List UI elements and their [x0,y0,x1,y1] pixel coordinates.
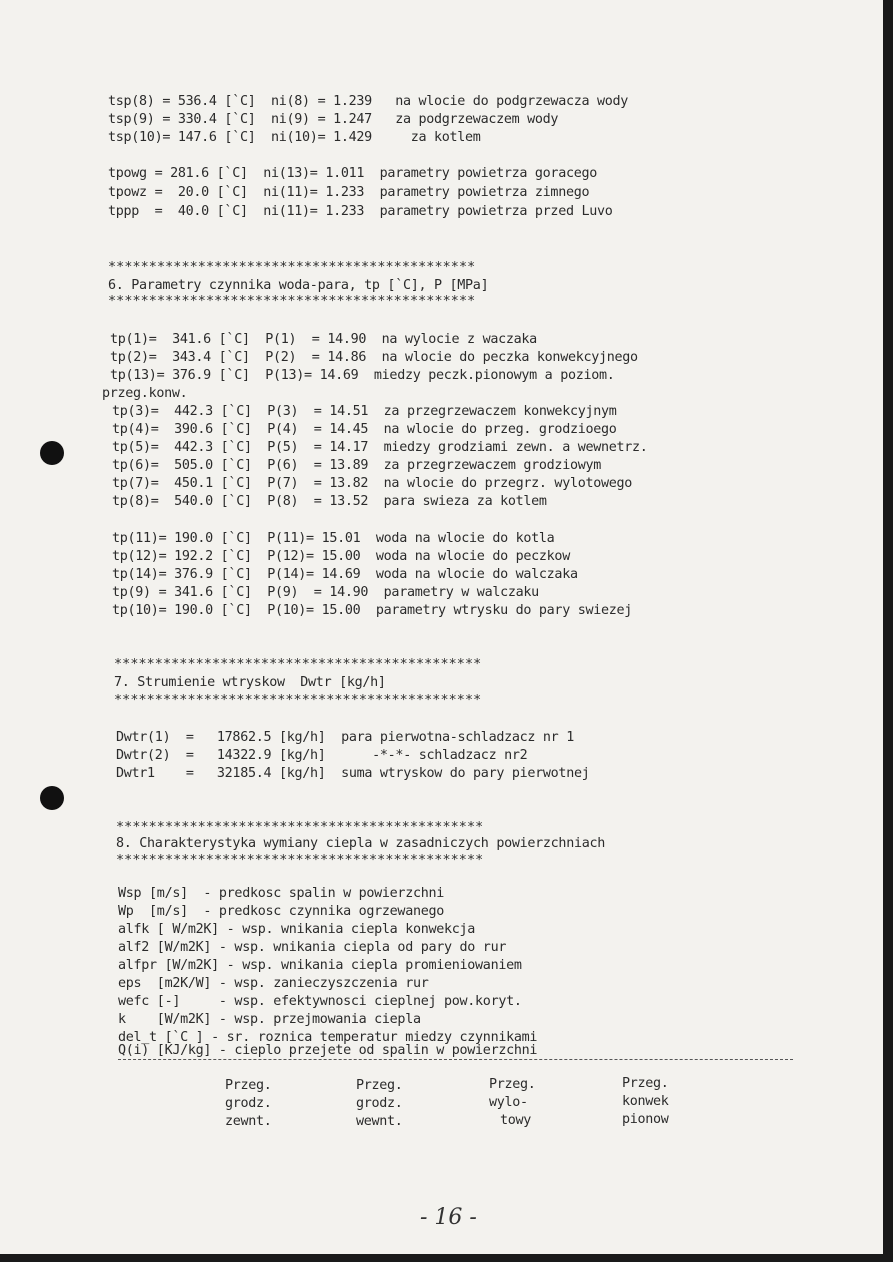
legend-line: wefc [-] - wsp. efektywnosci cieplnej pow.koryt. [118,994,522,1009]
table-header-cell: towy [500,1113,532,1128]
text-line: tsp(10)= 147.6 [`C] ni(10)= 1.429 za kotlem [108,130,481,145]
text-line: tp(3)= 442.3 [`C] P(3) = 14.51 za przegrzewaczem konwekcyjnym [112,404,617,419]
table-header-cell: Przeg. [356,1078,403,1093]
separator-stars: ********************************************* [114,657,482,672]
legend-line: eps [m2K/W] - wsp. zanieczyszczenia rur [118,976,429,991]
separator-stars: ********************************************* [114,693,482,708]
text-line: tp(4)= 390.6 [`C] P(4) = 14.45 na wlocie do przeg. grodzioego [112,422,617,437]
text-line: tp(14)= 376.9 [`C] P(14)= 14.69 woda na wlocie do walczaka [112,567,578,582]
section-6-title: 6. Parametry czynnika woda-para, tp [`C], P [MPa] [108,278,489,293]
scan-edge-right [883,0,893,1262]
page-number: - 16 - [420,1205,477,1230]
table-header-cell: Przeg. [622,1076,669,1091]
section-7-title: 7. Strumienie wtryskow Dwtr [kg/h] [114,675,386,690]
separator-stars: ********************************************* [108,260,476,275]
table-header-cell: konwek [622,1094,669,1109]
table-header-cell: grodz. [225,1096,272,1111]
table-header-cell: Przeg. [225,1078,272,1093]
legend-line: alf2 [W/m2K] - wsp. wnikania ciepla od pary do rur [118,940,507,955]
text-line: tpowg = 281.6 [`C] ni(13)= 1.011 parametry powietrza goracego [108,166,597,181]
table-header-cell: pionow [622,1112,669,1127]
text-line: Dwtr(1) = 17862.5 [kg/h] para pierwotna-schladzacz nr 1 [116,730,574,745]
text-line: tsp(9) = 330.4 [`C] ni(9) = 1.247 za podgrzewaczem wody [108,112,559,127]
text-line: tp(1)= 341.6 [`C] P(1) = 14.90 na wylocie z waczaka [110,332,537,347]
section-8-title: 8. Charakterystyka wymiany ciepla w zasadniczych powierzchniach [116,836,605,851]
text-line: tsp(8) = 536.4 [`C] ni(8) = 1.239 na wlocie do podgrzewacza wody [108,94,629,109]
text-line: tp(5)= 442.3 [`C] P(5) = 14.17 miedzy grodziami zewn. a wewnetrz. [112,440,648,455]
legend-line: k [W/m2K] - wsp. przejmowania ciepla [118,1012,421,1027]
punch-hole-bottom [40,786,64,810]
text-line: tp(2)= 343.4 [`C] P(2) = 14.86 na wlocie do peczka konwekcyjnego [110,350,638,365]
dashed-rule [118,1059,793,1060]
text-line: tp(10)= 190.0 [`C] P(10)= 15.00 parametry wtrysku do pary swiezej [112,603,633,618]
text-line: tp(7)= 450.1 [`C] P(7) = 13.82 na wlocie do przegrz. wylotowego [112,476,633,491]
text-line: tp(13)= 376.9 [`C] P(13)= 14.69 miedzy peczk.pionowym a poziom. [110,368,615,383]
text-line: Dwtr1 = 32185.4 [kg/h] suma wtryskow do pary pierwotnej [116,766,590,781]
legend-line: Wp [m/s] - predkosc czynnika ogrzewanego [118,904,444,919]
legend-line: Wsp [m/s] - predkosc spalin w powierzchni [118,886,444,901]
text-line: przeg.konw. [102,386,188,401]
separator-stars: ********************************************* [108,294,476,309]
text-line: tp(11)= 190.0 [`C] P(11)= 15.01 woda na wlocie do kotla [112,531,555,546]
separator-stars: ********************************************* [116,820,484,835]
legend-line: Q(i) [KJ/kg] - cieplo przejete od spalin w powierzchni [118,1043,538,1058]
text-line: tp(8)= 540.0 [`C] P(8) = 13.52 para swieza za kotlem [112,494,547,509]
table-header-cell: Przeg. [489,1077,536,1092]
separator-stars: ********************************************* [116,853,484,868]
text-line: tp(6)= 505.0 [`C] P(6) = 13.89 za przegrzewaczem grodziowym [112,458,601,473]
table-header-cell: zewnt. [225,1114,272,1129]
table-header-cell: grodz. [356,1096,403,1111]
table-header-cell: wylo- [489,1095,528,1110]
text-line: tp(12)= 192.2 [`C] P(12)= 15.00 woda na wlocie do peczkow [112,549,570,564]
text-line: tpowz = 20.0 [`C] ni(11)= 1.233 parametry powietrza zimnego [108,185,590,200]
legend-line: alfpr [W/m2K] - wsp. wnikania ciepla promieniowaniem [118,958,522,973]
text-line: tppp = 40.0 [`C] ni(11)= 1.233 parametry powietrza przed Luvo [108,204,613,219]
text-line: Dwtr(2) = 14322.9 [kg/h] -*-*- schladzacz nr2 [116,748,528,763]
punch-hole-top [40,441,64,465]
legend-line: del_t [`C ] - sr. roznica temperatur miedzy czynnikami [118,1030,538,1045]
text-line: tp(9) = 341.6 [`C] P(9) = 14.90 parametry w walczaku [112,585,539,600]
scan-edge-bottom [0,1254,893,1262]
legend-line: alfk [ W/m2K] - wsp. wnikania ciepla konwekcja [118,922,476,937]
table-header-cell: wewnt. [356,1114,403,1129]
